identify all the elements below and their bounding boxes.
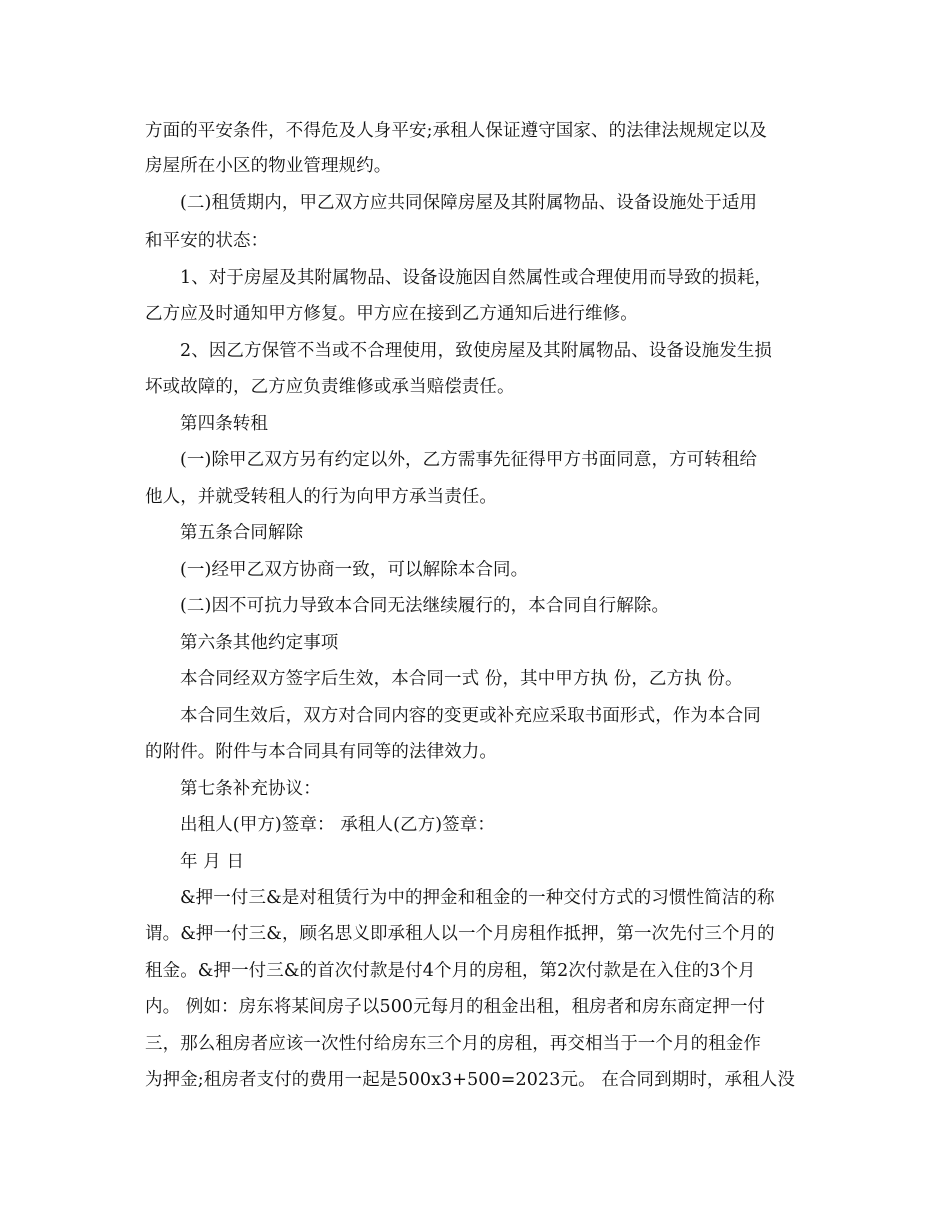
text-line: 方面的平安条件，不得危及人身平安;承租人保证遵守国家、的法律法规规定以及 — [145, 121, 767, 141]
section-heading: 第四条转租 — [180, 414, 268, 434]
text-line: 1、对于房屋及其附属物品、设备设施因自然属性或合理使用而导致的损耗， — [180, 268, 773, 288]
text-line: 租金。&押一付三&的首次付款是付4个月的房租，第2次付款是在入住的3个月 — [145, 961, 756, 981]
text-line: 和平安的状态： — [145, 231, 269, 251]
section-heading: 第五条合同解除 — [180, 523, 304, 543]
text-line: (一)除甲乙双方另有约定以外，乙方需事先征得甲方书面同意，方可转租给 — [180, 450, 758, 470]
text-line: 本合同经双方签字后生效，本合同一式 份，其中甲方执 份，乙方执 份。 — [180, 669, 743, 689]
text-line: 乙方应及时通知甲方修复。甲方应在接到乙方通知后进行维修。 — [145, 304, 638, 324]
text-line: 三，那么租房者应该一次性付给房东三个月的房租，再交相当于一个月的租金作 — [145, 1034, 761, 1054]
text-line: 本合同生效后，双方对合同内容的变更或补充应采取书面形式，作为本合同 — [180, 706, 761, 726]
text-line: 他人，并就受转租人的行为向甲方承当责任。 — [145, 487, 497, 507]
text-line: 的附件。附件与本合同具有同等的法律效力。 — [145, 742, 497, 762]
text-line: (一)经甲乙双方协商一致，可以解除本合同。 — [180, 560, 529, 580]
date-line: 年 月 日 — [180, 852, 245, 872]
text-line: 房屋所在小区的物业管理规约。 — [145, 156, 392, 176]
text-line: (二)租赁期内，甲乙双方应共同保障房屋及其附属物品、设备设施处于适用 — [180, 193, 758, 213]
text-line: 为押金;租房者支付的费用一起是500x3+500=2023元。 在合同到期时，承租人没 — [145, 1070, 795, 1090]
text-line: (二)因不可抗力导致本合同无法继续履行的，本合同自行解除。 — [180, 596, 670, 616]
text-line: &押一付三&是对租赁行为中的押金和租金的一种交付方式的习惯性简洁的称 — [180, 888, 775, 908]
text-line: 内。 例如：房东将某间房子以500元每月的租金出租，租房者和房东商定押一付 — [145, 997, 766, 1017]
signature-line: 出租人(甲方)签章： 承租人(乙方)签章： — [180, 815, 495, 835]
text-line: 谓。&押一付三&，顾名思义即承租人以一个月房租作抵押，第一次先付三个月的 — [145, 924, 775, 944]
section-heading: 第六条其他约定事项 — [180, 633, 339, 653]
text-line: 坏或故障的，乙方应负责维修或承当赔偿责任。 — [145, 377, 515, 397]
text-line: 2、因乙方保管不当或不合理使用，致使房屋及其附属物品、设备设施发生损 — [180, 341, 773, 361]
section-heading: 第七条补充协议： — [180, 779, 321, 799]
